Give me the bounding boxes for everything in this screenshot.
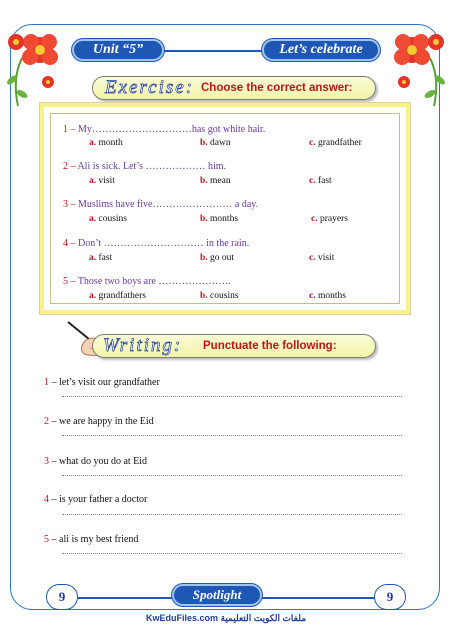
writing-item-3: 3 – what do you do at Eid <box>44 456 148 467</box>
answer-line-5[interactable] <box>62 553 402 554</box>
option-2b[interactable]: b. mean <box>200 176 231 186</box>
book-title: Spotlight <box>172 584 262 606</box>
question-4: 4 – Don’t ………………………… in the rain. <box>63 238 250 249</box>
exercise-title: Exercise: <box>105 77 195 98</box>
exercise-box <box>40 103 410 314</box>
header-divider <box>164 50 262 52</box>
writing-item-4: 4 – is your father a doctor <box>44 494 148 505</box>
exercise-instruction: Choose the correct answer: <box>201 82 353 94</box>
option-3b[interactable]: b. months <box>200 214 239 224</box>
option-2c[interactable]: c. fast <box>309 176 332 186</box>
page-number-left: 9 <box>46 584 78 610</box>
exercise-banner <box>92 76 376 100</box>
footer-divider <box>78 597 172 599</box>
answer-line-3[interactable] <box>62 475 402 476</box>
option-2a[interactable]: a. visit <box>89 176 115 186</box>
question-2: 2 – Ali is sick. Let’s ……………… him. <box>63 161 227 172</box>
writing-item-5: 5 – ali is my best friend <box>44 534 139 545</box>
option-4b[interactable]: b. go out <box>200 253 235 263</box>
option-4c[interactable]: c. visit <box>309 253 335 263</box>
option-3c[interactable]: c. prayers <box>311 214 348 224</box>
option-3a[interactable]: a. cousins <box>89 214 127 224</box>
writing-banner <box>92 334 376 358</box>
option-4a[interactable]: a. fast <box>89 253 113 263</box>
writing-instruction: Punctuate the following: <box>203 340 337 352</box>
unit-label: Unit “5” <box>72 39 164 61</box>
flower-icon <box>2 18 80 110</box>
answer-line-2[interactable] <box>62 435 402 436</box>
footer-divider <box>262 597 374 599</box>
writing-title: Writing: <box>103 335 183 356</box>
answer-line-1[interactable] <box>62 396 402 397</box>
option-5a[interactable]: a. grandfathers <box>89 291 146 301</box>
question-5: 5 – Those two boys are …………………. <box>63 276 231 287</box>
option-1c[interactable]: c. grandfather <box>309 138 362 148</box>
answer-line-4[interactable] <box>62 514 402 515</box>
option-5c[interactable]: c. months <box>309 291 346 301</box>
writing-item-2: 2 – we are happy in the Eid <box>44 416 154 427</box>
site-watermark: KwEduFiles.com ملفات الكويت التعليمية <box>145 613 307 623</box>
option-1a[interactable]: a. month <box>89 138 123 148</box>
writing-item-1: 1 – let’s visit our grandfather <box>44 377 160 388</box>
option-5b[interactable]: b. cousins <box>200 291 239 301</box>
flower-icon <box>372 18 450 110</box>
page-number-right: 9 <box>374 584 406 610</box>
question-1: 1 – My…………………………has got white hair. <box>63 124 266 135</box>
question-3: 3 – Muslims have five…………………… a day. <box>63 199 259 210</box>
unit-topic: Let’s celebrate <box>262 39 380 61</box>
option-1b[interactable]: b. dawn <box>200 138 231 148</box>
